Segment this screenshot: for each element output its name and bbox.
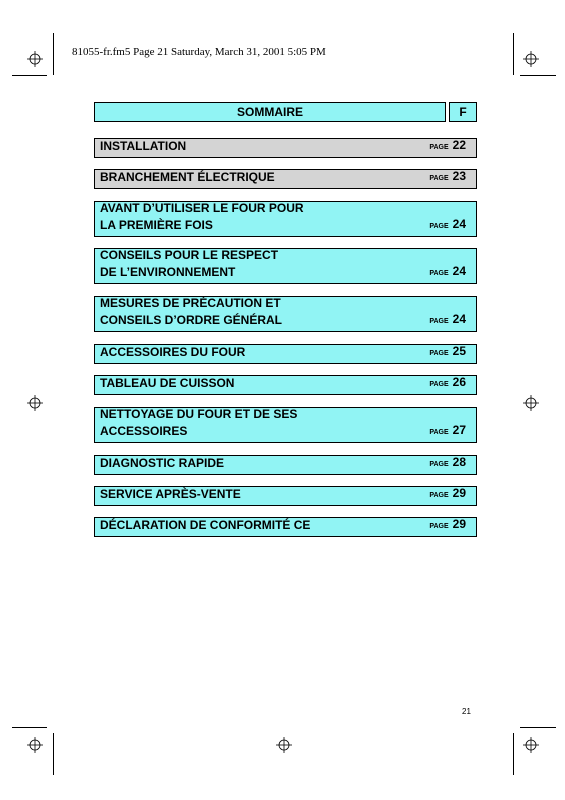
registration-mark-icon [27,395,43,411]
page-word: PAGE [429,523,449,530]
page-word: PAGE [429,223,449,230]
registration-mark-icon [276,737,292,753]
crop-mark-line [53,33,54,75]
page-word: PAGE [429,492,449,499]
toc-entry-diagnostic [94,455,477,475]
toc-entry-page: 22 [452,138,466,152]
crop-mark-line [12,75,47,76]
toc-entry-page: 23 [452,169,466,183]
toc-entry-accessoires [94,344,477,364]
toc-entry-label: NETTOYAGE DU FOUR ET DE SES ACCESSOIRES [100,407,298,438]
registration-mark-icon [523,51,539,67]
crop-mark-line [513,33,514,75]
toc-entry-page: 24 [452,217,466,231]
toc-entry-nettoyage [94,407,477,443]
toc-entry-installation [94,138,477,158]
page-word: PAGE [429,144,449,151]
page-word: PAGE [429,270,449,277]
toc-entry-label: INSTALLATION [100,139,187,153]
page-word: PAGE [429,461,449,468]
toc-entry-avant-utiliser [94,201,477,237]
toc-entry-page: 29 [452,486,466,500]
page-word: PAGE [429,381,449,388]
toc-entry-page: 27 [452,423,466,437]
crop-mark-line [513,733,514,775]
toc-entry-page: 28 [452,455,466,469]
language-code: F [449,102,477,122]
toc-entry-label: BRANCHEMENT ÉLECTRIQUE [100,170,275,184]
file-info-header: 81055-fr.fm5 Page 21 Saturday, March 31, 2001 5:05 PM [72,46,326,58]
page-word: PAGE [429,429,449,436]
page-word: PAGE [429,175,449,182]
toc-entry-tableau-cuisson [94,375,477,395]
toc-entry-label: SERVICE APRÈS-VENTE [100,487,241,501]
toc-entry-page: 29 [452,517,466,531]
crop-mark-line [520,75,556,76]
toc-entry-page: 24 [452,264,466,278]
registration-mark-icon [27,737,43,753]
crop-mark-line [520,727,556,728]
page-word: PAGE [429,350,449,357]
toc-entry-conseils-environnement [94,248,477,284]
toc-entry-service-apres-vente [94,486,477,506]
page-number: 21 [462,707,471,716]
toc-entry-page: 26 [452,375,466,389]
toc-entry-label: CONSEILS POUR LE RESPECT DE L’ENVIRONNEMENT [100,248,279,279]
toc-entry-label: MESURES DE PRÉCAUTION ET CONSEILS D’ORDRE GÉNÉRAL [100,296,283,327]
toc-entry-declaration-conformite [94,517,477,537]
toc-entry-label: AVANT D’UTILISER LE FOUR POUR LA PREMIÈRE FOIS [100,201,304,232]
toc-entry-page: 25 [452,344,466,358]
crop-mark-line [12,727,47,728]
toc-entry-label: ACCESSOIRES DU FOUR [100,345,246,359]
crop-mark-line [53,733,54,775]
registration-mark-icon [523,737,539,753]
toc-title: SOMMAIRE [94,102,446,122]
toc-entry-label: DÉCLARATION DE CONFORMITÉ CE [100,518,311,532]
toc-entry-mesures-precaution [94,296,477,332]
toc-entry-label: TABLEAU DE CUISSON [100,376,235,390]
toc-entry-page: 24 [452,312,466,326]
toc-entry-branchement [94,169,477,189]
registration-mark-icon [523,395,539,411]
registration-mark-icon [27,51,43,67]
toc-entry-label: DIAGNOSTIC RAPIDE [100,456,225,470]
page-word: PAGE [429,318,449,325]
